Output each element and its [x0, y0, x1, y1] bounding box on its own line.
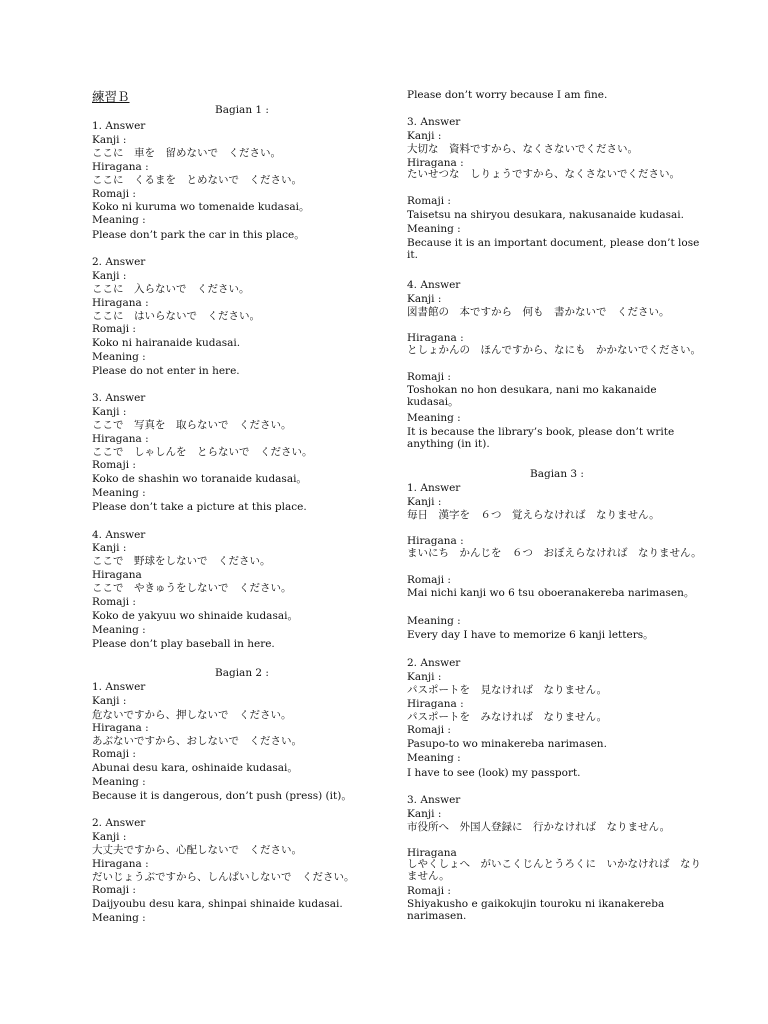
text-line: Hiragana : — [92, 858, 149, 870]
text-line: Kanji : — [407, 130, 442, 142]
text-line: Meaning : — [92, 776, 146, 788]
text-line: ここで しゃしんを とらないで ください。 — [92, 446, 313, 458]
text-line: Toshokan no hon desukara, nani mo kakanaide kudasai。 — [407, 384, 657, 408]
text-line: Romaji : — [92, 884, 136, 896]
text-line: 大切な 資料ですから、なくさないでください。 — [407, 143, 638, 155]
text-line: たいせつな しりょうですから、なくさないでください。 — [407, 168, 680, 180]
text-line: 危ないですから、押しないで ください。 — [92, 709, 292, 721]
text-line: Hiragana : — [92, 297, 149, 309]
text-line: 2. Answer — [92, 817, 146, 829]
text-line: Romaji : — [407, 885, 451, 897]
text-line: Abunai desu kara, oshinaide kudasai。 — [92, 762, 298, 774]
text-line: Romaji : — [407, 574, 451, 586]
text-line: Pasupo-to wo minakereba narimasen. — [407, 738, 607, 750]
text-line: Because it is an important document, please don’t lose it. — [407, 237, 700, 261]
text-line: Please do not enter in here. — [92, 365, 240, 377]
text-line: It is because the library’s book, please don’t write anything (in it). — [407, 426, 675, 450]
section-heading: Bagian 1 : — [215, 104, 269, 116]
text-line: 1. Answer — [92, 120, 146, 132]
text-line: パスポートを 見なければ なりません。 — [407, 684, 608, 696]
text-line: Hiragana : — [92, 161, 149, 173]
text-line: Meaning : — [92, 912, 146, 924]
text-line: Meaning : — [92, 624, 146, 636]
text-line: Every day I have to memorize 6 kanji letters。 — [407, 629, 654, 641]
text-line: Kanji : — [92, 270, 127, 282]
text-line: Koko ni kuruma wo tomenaide kudasai。 — [92, 201, 310, 213]
text-line: Because it is dangerous, don’t push (press) (it)。 — [92, 790, 352, 802]
text-line: しやくしょへ がいこくじんとうろくに いかなければ なりません。 — [407, 858, 701, 882]
text-line: Meaning : — [92, 214, 146, 226]
text-line: Kanji : — [92, 542, 127, 554]
text-line: 4. Answer — [407, 279, 461, 291]
text-line: Kanji : — [92, 406, 127, 418]
text-line: 4. Answer — [92, 529, 146, 541]
text-line: 市役所へ 外国人登録に 行かなければ なりません。 — [407, 821, 671, 833]
text-line: Hiragana — [407, 847, 457, 859]
text-line: 1. Answer — [407, 482, 461, 494]
text-line: Kanji : — [407, 496, 442, 508]
text-line: としょかんの ほんですから、なにも かかないでください。 — [407, 344, 701, 356]
text-line: Shiyakusho e gaikokujin touroku ni ikanakereba narimasen. — [407, 898, 665, 922]
text-line: Kanji : — [407, 671, 442, 683]
text-line: 2. Answer — [407, 657, 461, 669]
text-line: Romaji : — [92, 596, 136, 608]
text-line: Hiragana : — [407, 698, 464, 710]
text-line: ここで 写真を 取らないで ください。 — [92, 419, 292, 431]
text-line: パスポートを みなければ なりません。 — [407, 711, 608, 723]
text-line: ここに はいらないで ください。 — [92, 310, 260, 322]
text-line: Mai nichi kanji wo 6 tsu oboeranakereba narimasen。 — [407, 587, 695, 599]
text-line: ここで 野球をしないで ください。 — [92, 555, 271, 567]
text-line: 図書館の 本ですから 何も 書かないで ください。 — [407, 306, 670, 318]
text-line: 1. Answer — [92, 681, 146, 693]
text-line: Hiragana : — [407, 332, 464, 344]
text-line: Romaji : — [92, 459, 136, 471]
text-line: Meaning : — [92, 487, 146, 499]
text-line: Hiragana — [92, 569, 142, 581]
text-line: Please don’t play baseball in here. — [92, 638, 275, 650]
text-line: Romaji : — [407, 195, 451, 207]
text-line: Kanji : — [92, 134, 127, 146]
text-line: ここで やきゅうをしないで ください。 — [92, 582, 292, 594]
text-line: Please don’t take a picture at this place. — [92, 501, 307, 513]
section-heading: Bagian 2 : — [215, 667, 269, 679]
text-line: ここに くるまを とめないで ください。 — [92, 174, 302, 186]
section-heading: Bagian 3 : — [530, 468, 584, 480]
text-line: Meaning : — [407, 752, 461, 764]
text-line: 大丈夫ですから、心配しないで ください。 — [92, 844, 302, 856]
text-line: Meaning : — [407, 615, 461, 627]
text-line: 3. Answer — [407, 794, 461, 806]
page-title: 練習Ｂ — [92, 89, 130, 104]
text-line: Please don’t park the car in this place。 — [92, 229, 305, 241]
text-line: Koko ni hairanaide kudasai. — [92, 337, 241, 349]
text-line: Koko de shashin wo toranaide kudasai。 — [92, 473, 307, 485]
text-line: ここに 入らないで ください。 — [92, 283, 250, 295]
text-line: Please don’t worry because I am fine. — [407, 89, 608, 101]
text-line: Hiragana : — [92, 722, 149, 734]
text-line: Romaji : — [407, 371, 451, 383]
text-line: Taisetsu na shiryou desukara, nakusanaide kudasai. — [407, 209, 684, 221]
text-line: 毎日 漢字を ６つ 覚えらなければ なりません。 — [407, 509, 660, 521]
text-line: Meaning : — [407, 412, 461, 424]
text-line: 3. Answer — [92, 392, 146, 404]
text-line: 2. Answer — [92, 256, 146, 268]
text-line: Hiragana : — [92, 433, 149, 445]
text-line: Romaji : — [92, 188, 136, 200]
text-line: Hiragana : — [407, 157, 464, 169]
text-line: Kanji : — [407, 293, 442, 305]
text-line: まいにち かんじを ６つ おぼえらなければ なりません。 — [407, 547, 702, 559]
text-line: Meaning : — [407, 223, 461, 235]
text-line: Romaji : — [407, 724, 451, 736]
text-line: Daijyoubu desu kara, shinpai shinaide kudasai. — [92, 898, 343, 910]
text-line: Kanji : — [92, 831, 127, 843]
text-line: Romaji : — [92, 323, 136, 335]
text-line: だいじょうぶですから、しんぱいしないで ください。 — [92, 871, 355, 883]
text-line: Romaji : — [92, 748, 136, 760]
text-line: ここに 車を 留めないで ください。 — [92, 147, 281, 159]
text-line: Kanji : — [407, 808, 442, 820]
text-line: Meaning : — [92, 351, 146, 363]
text-line: Kanji : — [92, 695, 127, 707]
text-line: あぶないですから、おしないで ください。 — [92, 735, 302, 747]
text-line: Koko de yakyuu wo shinaide kudasai。 — [92, 610, 298, 622]
text-line: 3. Answer — [407, 116, 461, 128]
text-line: I have to see (look) my passport. — [407, 767, 581, 779]
text-line: Hiragana : — [407, 535, 464, 547]
